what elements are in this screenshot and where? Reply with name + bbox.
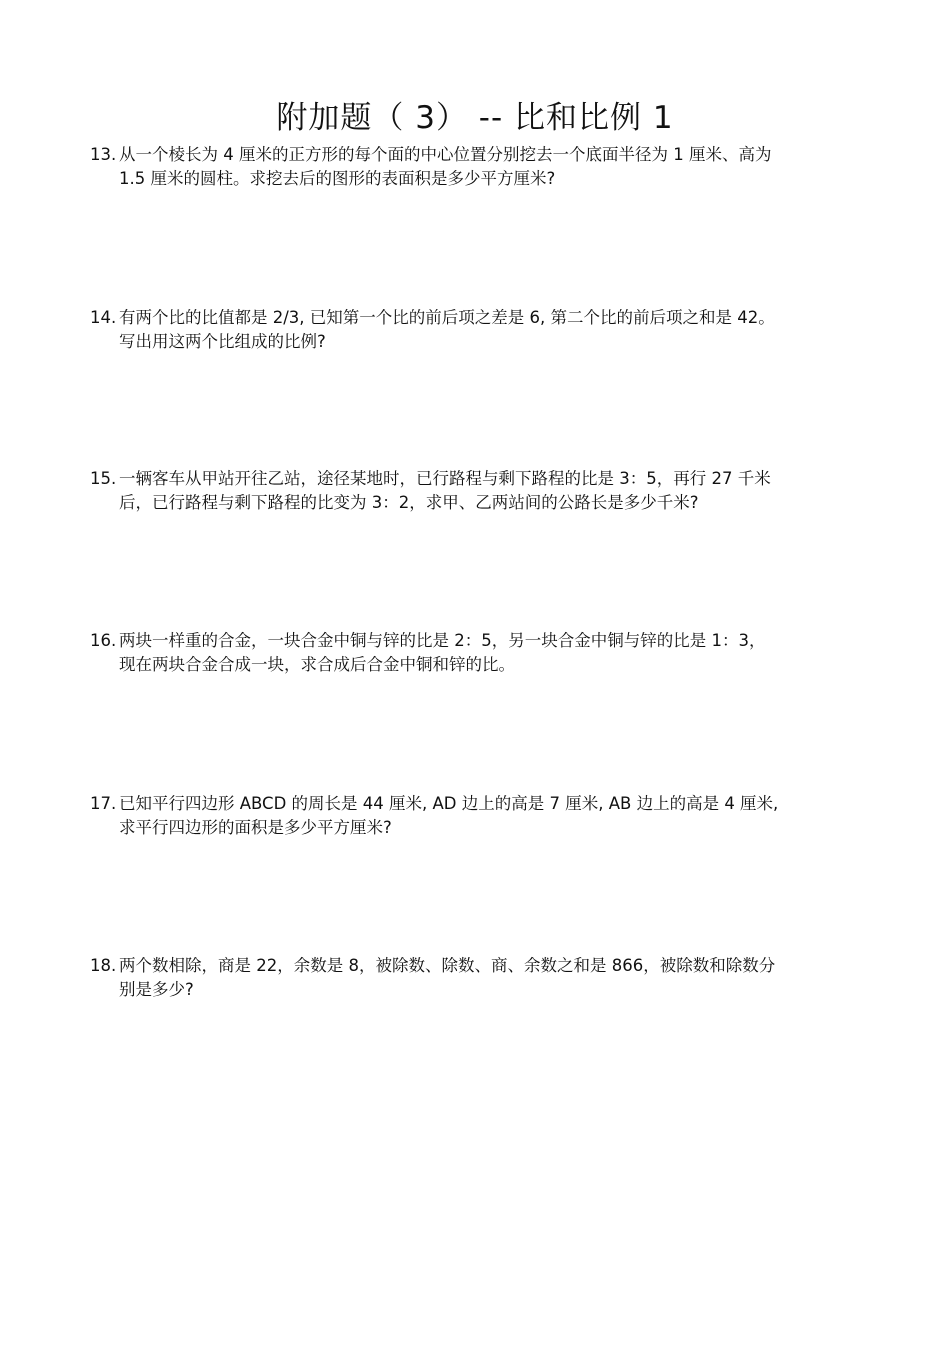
question-14 (90, 306, 862, 354)
question-15 (90, 467, 862, 515)
question-text: 已知平行四边形 ABCD 的周长是 44 厘米, AD 边上的高是 7 厘米, AB 边上的高是 4 厘米, (119, 794, 779, 813)
question-line-1 (90, 143, 862, 167)
question-number: 15. (90, 469, 117, 488)
question-text: 有两个比的比值都是 2/3, 已知第一个比的前后项之差是 6, 第二个比的前后项之和是 42。 (119, 308, 775, 327)
question-text: 两个数相除，商是 22，余数是 8，被除数、除数、商、余数之和是 866，被除数和除数分 (119, 956, 776, 975)
question-number: 17. (90, 794, 117, 813)
question-line-2: 别是多少? (119, 980, 194, 999)
question-line-1 (90, 467, 862, 491)
question-18 (90, 954, 862, 1002)
question-16 (90, 629, 862, 677)
question-number: 16. (90, 631, 117, 650)
question-13 (90, 143, 862, 191)
question-line-2: 现在两块合金合成一块，求合成后合金中铜和锌的比。 (119, 655, 515, 674)
question-line-1 (90, 306, 862, 330)
question-number: 14. (90, 308, 117, 327)
question-line-2: 写出用这两个比组成的比例? (119, 332, 326, 351)
question-line-2: 1.5 厘米的圆柱。求挖去后的图形的表面积是多少平方厘米? (119, 169, 556, 188)
question-17 (90, 792, 862, 840)
page-title: 附加题（ 3） -- 比和比例 1 (276, 100, 674, 136)
question-line-1 (90, 629, 862, 653)
question-text: 两块一样重的合金，一块合金中铜与锌的比是 2：5，另一块合金中铜与锌的比是 1：3， (119, 631, 766, 650)
question-line-1 (90, 792, 862, 816)
question-number: 18. (90, 956, 117, 975)
question-line-2: 后，已行路程与剩下路程的比变为 3：2，求甲、乙两站间的公路长是多少千米? (119, 493, 699, 512)
question-text: 从一个棱长为 4 厘米的正方形的每个面的中心位置分别挖去一个底面半径为 1 厘米、高为 (119, 145, 772, 164)
question-line-2: 求平行四边形的面积是多少平方厘米? (119, 818, 392, 837)
question-line-1 (90, 954, 862, 978)
question-number: 13. (90, 145, 117, 164)
question-text: 一辆客车从甲站开往乙站，途径某地时，已行路程与剩下路程的比是 3：5，再行 27 千米 (119, 469, 771, 488)
